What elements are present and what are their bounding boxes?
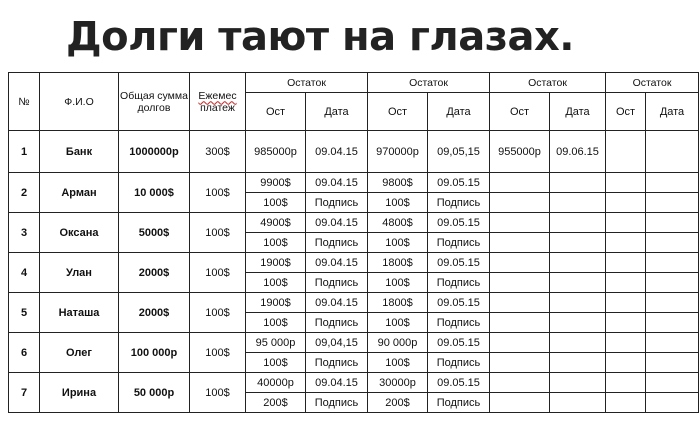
row-num: 7 xyxy=(9,373,40,413)
cell-date: 09.04.15 xyxy=(306,373,368,393)
row-name: Ирина xyxy=(40,373,119,413)
cell-amount: 30000р xyxy=(368,373,428,393)
table-row xyxy=(9,213,699,233)
empty-cell xyxy=(606,173,646,193)
cell-date: 09.06.15 xyxy=(550,131,606,173)
subheader-date: Дата xyxy=(306,93,368,131)
empty-cell xyxy=(490,213,550,233)
cell-date: 09,05,15 xyxy=(428,131,490,173)
header-monthly xyxy=(190,73,246,131)
row-monthly: 100$ xyxy=(190,293,246,333)
empty-cell xyxy=(646,373,699,393)
empty-cell xyxy=(606,373,646,393)
empty-cell xyxy=(606,233,646,253)
row-total: 100 000р xyxy=(119,333,190,373)
cell-signature: Подпись xyxy=(306,393,368,413)
empty-cell xyxy=(550,333,606,353)
row-num: 5 xyxy=(9,293,40,333)
header-remainder-2: Остаток xyxy=(368,73,490,93)
cell-payment: 100$ xyxy=(246,233,306,253)
table-row xyxy=(9,333,699,353)
debt-table-container xyxy=(8,72,699,413)
cell-payment: 100$ xyxy=(368,273,428,293)
cell-date: 09.05.15 xyxy=(428,333,490,353)
empty-cell xyxy=(550,233,606,253)
cell-amount: 9800$ xyxy=(368,173,428,193)
row-monthly: 100$ xyxy=(190,373,246,413)
subheader-amount: Ост xyxy=(490,93,550,131)
cell-date: 09.05.15 xyxy=(428,293,490,313)
row-monthly: 100$ xyxy=(190,173,246,213)
row-num: 2 xyxy=(9,173,40,213)
row-monthly: 100$ xyxy=(190,333,246,373)
empty-cell xyxy=(646,313,699,333)
cell-payment: 100$ xyxy=(246,353,306,373)
cell-signature: Подпись xyxy=(306,233,368,253)
cell-signature: Подпись xyxy=(428,353,490,373)
cell-amount: 955000р xyxy=(490,131,550,173)
cell-date xyxy=(646,131,699,173)
cell-payment: 200$ xyxy=(368,393,428,413)
empty-cell xyxy=(646,233,699,253)
empty-cell xyxy=(550,373,606,393)
cell-payment: 100$ xyxy=(246,273,306,293)
empty-cell xyxy=(550,213,606,233)
row-total: 10 000$ xyxy=(119,173,190,213)
table-row xyxy=(9,173,699,193)
cell-amount: 970000р xyxy=(368,131,428,173)
empty-cell xyxy=(606,253,646,273)
row-num: 1 xyxy=(9,131,40,173)
cell-date: 09.04.15 xyxy=(306,213,368,233)
header-monthly-line2: платеж xyxy=(200,101,235,114)
cell-signature: Подпись xyxy=(428,313,490,333)
empty-cell xyxy=(606,293,646,313)
empty-cell xyxy=(646,173,699,193)
row-num: 4 xyxy=(9,253,40,293)
person-rows xyxy=(9,173,699,413)
empty-cell xyxy=(490,393,550,413)
cell-signature: Подпись xyxy=(306,313,368,333)
row-total: 1000000р xyxy=(119,131,190,173)
cell-signature: Подпись xyxy=(306,273,368,293)
cell-date: 09.05.15 xyxy=(428,373,490,393)
table-row xyxy=(9,253,699,273)
cell-date: 09.04.15 xyxy=(306,173,368,193)
empty-cell xyxy=(550,253,606,273)
row-num: 6 xyxy=(9,333,40,373)
cell-date: 09.04.15 xyxy=(306,293,368,313)
empty-cell xyxy=(606,193,646,213)
cell-amount: 4900$ xyxy=(246,213,306,233)
header-total: Общая сумма долгов xyxy=(119,73,190,131)
header-name: Ф.И.О xyxy=(40,73,119,131)
debt-table xyxy=(8,72,699,413)
cell-amount: 40000р xyxy=(246,373,306,393)
empty-cell xyxy=(550,393,606,413)
empty-cell xyxy=(490,233,550,253)
cell-payment: 100$ xyxy=(368,353,428,373)
cell-signature: Подпись xyxy=(428,393,490,413)
cell-amount: 9900$ xyxy=(246,173,306,193)
row-monthly: 100$ xyxy=(190,253,246,293)
empty-cell xyxy=(490,333,550,353)
empty-cell xyxy=(606,273,646,293)
cell-signature: Подпись xyxy=(306,353,368,373)
subheader-amount: Ост xyxy=(368,93,428,131)
cell-date: 09.05.15 xyxy=(428,213,490,233)
cell-signature: Подпись xyxy=(428,193,490,213)
cell-amount: 1900$ xyxy=(246,253,306,273)
cell-payment: 100$ xyxy=(246,313,306,333)
row-total: 2000$ xyxy=(119,293,190,333)
cell-date: 09.04.15 xyxy=(306,131,368,173)
empty-cell xyxy=(646,213,699,233)
empty-cell xyxy=(646,353,699,373)
cell-amount xyxy=(606,131,646,173)
row-name: Наташа xyxy=(40,293,119,333)
empty-cell xyxy=(550,193,606,213)
empty-cell xyxy=(490,353,550,373)
subheader-date: Дата xyxy=(428,93,490,131)
empty-cell xyxy=(606,313,646,333)
page-title: Долги тают на глазах. xyxy=(66,14,574,60)
cell-signature: Подпись xyxy=(428,233,490,253)
table-row xyxy=(9,373,699,393)
cell-signature: Подпись xyxy=(428,273,490,293)
subheader-date: Дата xyxy=(550,93,606,131)
empty-cell xyxy=(490,293,550,313)
cell-payment: 100$ xyxy=(368,233,428,253)
row-total: 2000$ xyxy=(119,253,190,293)
cell-amount: 4800$ xyxy=(368,213,428,233)
cell-payment: 100$ xyxy=(246,193,306,213)
empty-cell xyxy=(646,273,699,293)
subheader-amount: Ост xyxy=(246,93,306,131)
cell-amount: 1800$ xyxy=(368,253,428,273)
row-name: Олег xyxy=(40,333,119,373)
empty-cell xyxy=(490,173,550,193)
empty-cell xyxy=(550,353,606,373)
empty-cell xyxy=(550,273,606,293)
row-name: Арман xyxy=(40,173,119,213)
cell-date: 09.04.15 xyxy=(306,253,368,273)
cell-signature: Подпись xyxy=(306,193,368,213)
cell-date: 09,04,15 xyxy=(306,333,368,353)
empty-cell xyxy=(646,253,699,273)
empty-cell xyxy=(550,173,606,193)
cell-date: 09.05.15 xyxy=(428,173,490,193)
row-total: 50 000р xyxy=(119,373,190,413)
subheader-date: Дата xyxy=(646,93,699,131)
empty-cell xyxy=(646,293,699,313)
cell-amount: 1800$ xyxy=(368,293,428,313)
header-remainder-4: Остаток xyxy=(606,73,699,93)
empty-cell xyxy=(646,193,699,213)
cell-amount: 90 000р xyxy=(368,333,428,353)
cell-amount: 985000р xyxy=(246,131,306,173)
table-row xyxy=(9,293,699,313)
cell-payment: 100$ xyxy=(368,193,428,213)
row-monthly: 100$ xyxy=(190,213,246,253)
row-name: Банк xyxy=(40,131,119,173)
row-total: 5000$ xyxy=(119,213,190,253)
row-name: Улан xyxy=(40,253,119,293)
empty-cell xyxy=(606,333,646,353)
empty-cell xyxy=(550,293,606,313)
cell-amount: 95 000р xyxy=(246,333,306,353)
header-remainder-3: Остаток xyxy=(490,73,606,93)
cell-payment: 200$ xyxy=(246,393,306,413)
row-monthly: 300$ xyxy=(190,131,246,173)
cell-payment: 100$ xyxy=(368,313,428,333)
empty-cell xyxy=(490,253,550,273)
empty-cell xyxy=(490,273,550,293)
empty-cell xyxy=(606,353,646,373)
empty-cell xyxy=(606,213,646,233)
empty-cell xyxy=(550,313,606,333)
empty-cell xyxy=(646,393,699,413)
table-row xyxy=(9,131,699,173)
empty-cell xyxy=(490,373,550,393)
subheader-amount: Ост xyxy=(606,93,646,131)
header-monthly-line1: Ежемес xyxy=(198,89,237,102)
header-remainder-1: Остаток xyxy=(246,73,368,93)
empty-cell xyxy=(606,393,646,413)
row-num: 3 xyxy=(9,213,40,253)
empty-cell xyxy=(646,333,699,353)
row-name: Оксана xyxy=(40,213,119,253)
empty-cell xyxy=(490,313,550,333)
empty-cell xyxy=(490,193,550,213)
header-num: № xyxy=(9,73,40,131)
cell-amount: 1900$ xyxy=(246,293,306,313)
cell-date: 09.05.15 xyxy=(428,253,490,273)
